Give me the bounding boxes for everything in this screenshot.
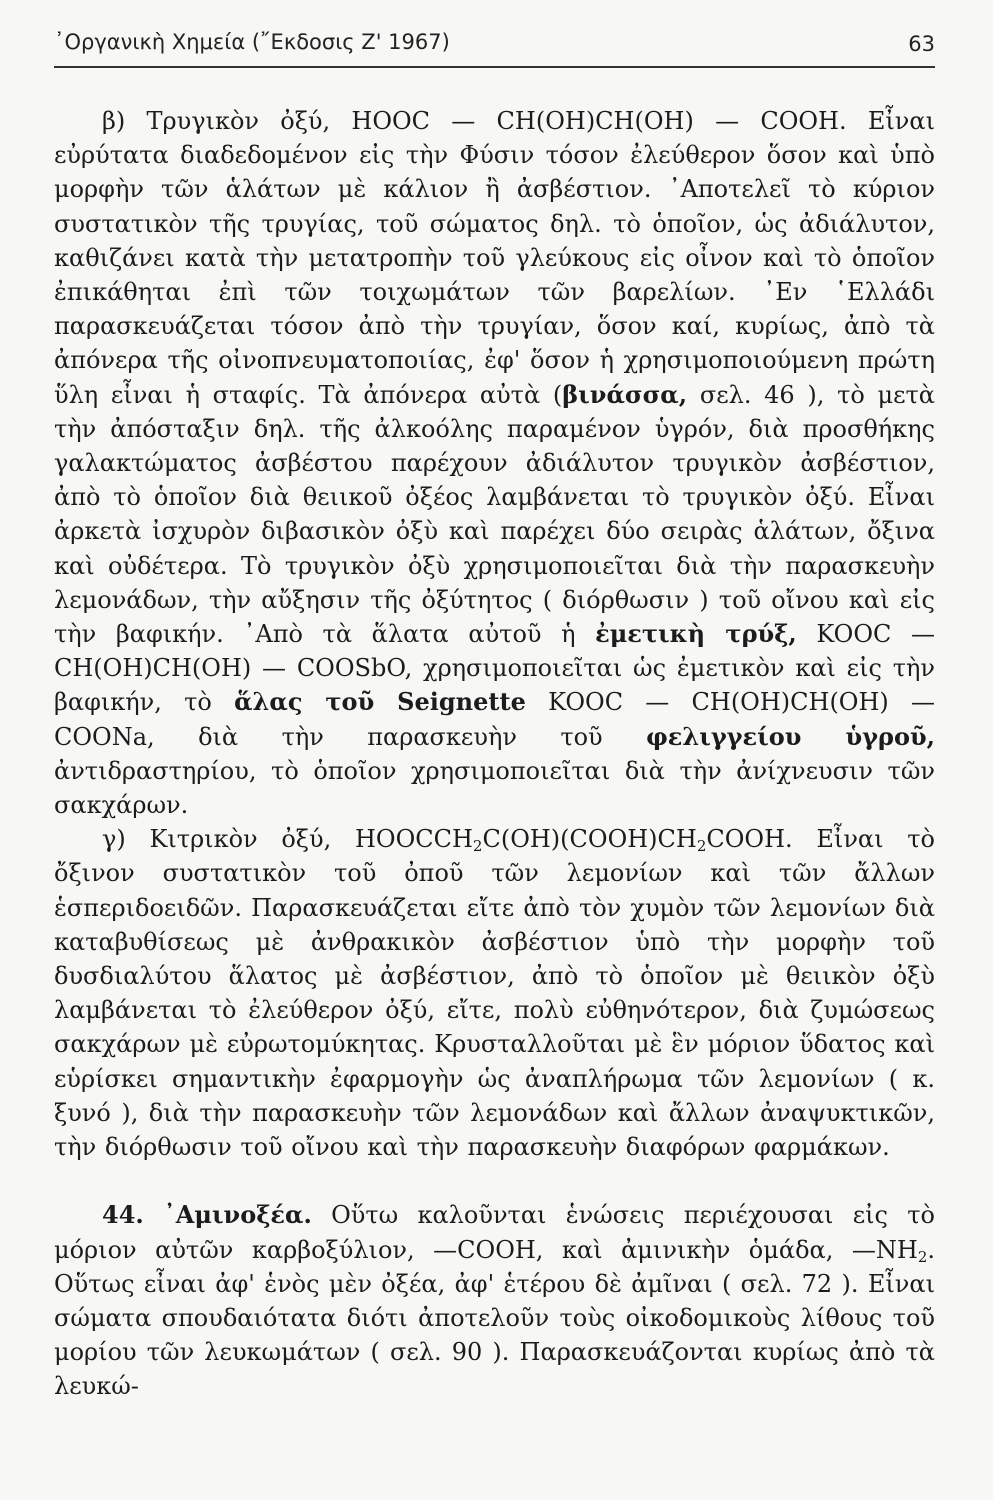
page-body xyxy=(54,104,935,1404)
paragraph-tartaric-acid: β) Τρυγικὸν ὀξύ, HOOC — CH(OH)CH(OH) — COOH. Εἶναι εὐρύτατα διαδεδομένον εἰς τὴν Φύσιν τόσον ἐλεύθερον ὅσον καὶ ὑπὸ μορφὴν τῶν ἁλάτων μὲ κάλιον ἢ ἀσβέστιον. ᾿Αποτελεῖ τὸ κύριον συστατικὸν τῆς τρυγίας, τοῦ σώματος δηλ. τὸ ὁποῖον, ὡς ἀδιάλυτον, καθιζάνει κατὰ τὴν μετατροπὴν τοῦ γλεύκους εἰς οἶνον καὶ τὸ ὁποῖον ἐπικάθηται ἐπὶ τῶν τοιχωμάτων τῶν βαρελίων. ᾿Εν ῾Ελλάδι παρασκευάζεται τόσον ἀπὸ τὴν τρυγίαν, ὅσον καί, κυρίως, ἀπὸ τὰ ἀπόνερα τῆς οἰνοπνευματοποιίας, ἐφ' ὅσον ἡ χρησιμοποιούμενη πρώτη ὕλη εἶναι ἡ σταφίς. Τὰ ἀπόνερα αὐτὰ (βινάσσα, σελ. 46 ), τὸ μετὰ τὴν ἀπόσταξιν δηλ. τῆς ἀλκοόλης παραμένον ὑγρόν, διὰ προσθήκης γαλακτώματος ἀσβέστου παρέχουν ἀδιάλυτον τρυγικὸν ἀσβέστιον, ἀπὸ τὸ ὁποῖον διὰ θειικοῦ ὀξέος λαμβάνεται τὸ τρυγικὸν ὀξύ. Εἶναι ἀρκετὰ ἰσχυρὸν διβασικὸν ὀξὺ καὶ παρέχει δύο σειρὰς ἁλάτων, ὄξινα καὶ οὐδέτερα. Τὸ τρυγικὸν ὀξὺ χρησιμοποιεῖται διὰ τὴν παρασκευὴν λεμονάδων, τὴν αὔξησιν τῆς ὀξύτητος ( διόρθωσιν ) τοῦ οἴνου καὶ εἰς τὴν βαφικήν. ᾿Απὸ τὰ ἅλατα αὐτοῦ ἡ ἐμετικὴ τρύξ, KOOC — CH(OH)CH(OH) — COOSbO, χρησιμοποιεῖται ὡς ἐμετικὸν καὶ εἰς τὴν βαφικήν, τὸ ἅλας τοῦ Seignette KOOC — CH(OH)CH(OH) — COONa, διὰ τὴν παρασκευὴν τοῦ φελιγγείου ὑγροῦ, ἀντιδραστηρίου, τὸ ὁποῖον χρησιμοποιεῖται διὰ τὴν ἀνίχνευσιν τῶν σακχάρων. xyxy=(54,107,936,820)
term-vinassa: βινάσσα, xyxy=(562,379,688,409)
header-rule xyxy=(54,66,935,68)
running-header xyxy=(54,22,935,62)
term-emetic-tartar: ἐμετικὴ τρύξ, xyxy=(595,619,797,649)
term-fehling-solution: φελιγγείου ὑγροῦ, xyxy=(646,721,935,751)
section-heading: 44. ᾿Αμινοξέα. xyxy=(102,1200,312,1230)
paragraph-citric-acid: γ) Κιτρικὸν ὀξύ, $HOOCCH_2C(OH)(COOH)CH_2COOH$. Εἶναι τὸ ὄξινον συστατικὸν τοῦ ὀποῦ τῶν λεμονίων καὶ τῶν ἄλλων ἑσπεριδοειδῶν. Παρασκευάζεται εἴτε ἀπὸ τὸν χυμὸν τῶν λεμονίων διὰ καταβυθίσεως μὲ ἀνθρακικὸν ἀσβέστιον ὑπὸ τὴν μορφὴν τοῦ δυσδιαλύτου ἅλατος μὲ ἀσβέστιον, ἀπὸ τὸ ὁποῖον μὲ θειικὸν ὀξὺ λαμβάνεται τὸ ἐλεύθερον ὀξύ, εἴτε, πολὺ εὐθηνότερον, διὰ ζυμώσεως σακχάρων μὲ εὐρωτομύκητας. Κρυσταλλοῦται μὲ ἓν μόριον ὕδατος καὶ εὑρίσκει σημαντικὴν ἐφαρμογὴν ὡς ἀναπλήρωμα τῶν λεμονίων ( κ. ξυνό ), διὰ τὴν παρασκευὴν τῶν λεμονάδων καὶ ἄλλων ἀναψυκτικῶν, τὴν διόρθωσιν τοῦ οἴνου καὶ τὴν παρασκευὴν διαφόρων φαρμάκων. xyxy=(54,825,935,1162)
running-title: ᾿Οργανικὴ Χημεία (῎Εκδοσις Ζ' 1967) xyxy=(54,30,450,54)
paragraph-amino-acids: 44. ᾿Αμινοξέα. Οὕτω καλοῦνται ἑνώσεις περιέχουσαι εἰς τὸ μόριον αὐτῶν καρβοξύλιον, —COOH, καὶ ἀμινικὴν ὁμάδα, $—NH_2$. Οὕτως εἶναι ἀφ' ἑνὸς μὲν ὀξέα, ἀφ' ἑτέρου δὲ ἀμῖναι ( σελ. 72 ). Εἶναι σώματα σπουδαιότατα διότι ἀποτελοῦν τοὺς οἰκοδομικοὺς λίθους τοῦ μορίου τῶν λευκωμάτων ( σελ. 90 ). Παρασκευάζονται κυρίως ἀπὸ τὰ λευκώ- xyxy=(54,1200,935,1401)
term-seignette-salt: ἅλας τοῦ Seignette xyxy=(234,687,526,717)
page-number: 63 xyxy=(908,32,935,56)
